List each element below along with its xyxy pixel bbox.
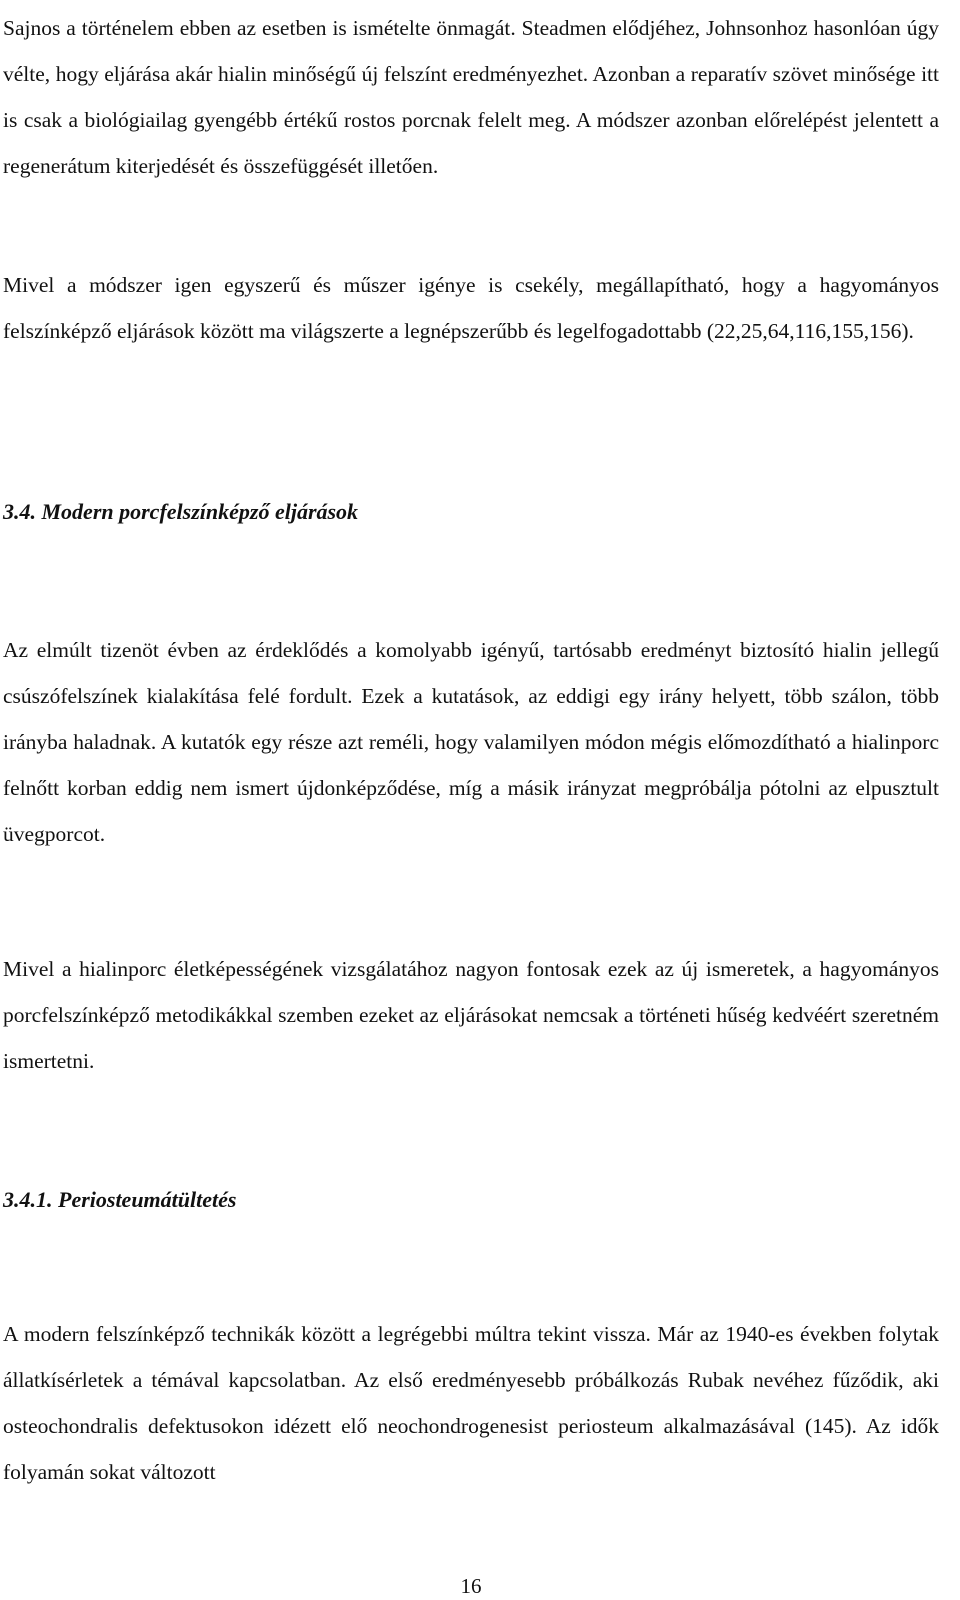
paragraph-history-repeats: Sajnos a történelem ebben az esetben is ismételte önmagát. Steadmen elődjéhez, Johnsonhoz hasonlóan úgy vélte, hogy eljárása akár hialin minőségű új felszínt eredményezhet. Azonban a reparatív szövet minősége itt is csak a biológiailag gyengébb értékű rostos porcnak felelt meg. A módszer azonban előrelépést jelentett a regenerátum kiterjedését és összefüggését illetően.	[3, 16, 939, 178]
paragraph-recent-research: Az elmúlt tizenöt évben az érdeklődés a komolyabb igényű, tartósabb eredményt biztosító hialin jellegű csúszófelszínek kialakítása felé fordult. Ezek a kutatások, az eddigi egy irány helyett, több szálon, több irányba haladnak. A kutatók egy része azt reméli, hogy valamilyen módon mégis előmozdítható a hialinporc felnőtt korban eddig nem ismert újdonképződése, míg a másik irányzat megpróbálja pótolni az elpusztult üvegporcot.	[3, 638, 939, 846]
section-heading-modern-procedures: 3.4. Modern porcfelszínképző eljárások	[3, 499, 359, 524]
paragraph-method-popularity: Mivel a módszer igen egyszerű és műszer igénye is csekély, megállapítható, hogy a hagyományos felszínképző eljárások között ma világszerte a legnépszerűbb és legelfogadottabb (22,25,64,116,155,156).	[3, 273, 939, 343]
paragraph-modern-techniques: A modern felszínképző technikák között a legrégebbi múltra tekint vissza. Már az 1940-es években folytak állatkísérletek a témával kapcsolatban. Az első eredményesebb próbálkozás Rubak nevéhez fűződik, aki osteochondralis defektusokon idézett elő neochondrogenesist periosteum alkalmazásával (145). Az idők folyamán sokat változott	[3, 1322, 939, 1484]
page-number: 16	[460, 1574, 482, 1598]
subsection-heading-periosteum-transplant: 3.4.1. Periosteumátültetés	[3, 1187, 237, 1212]
paragraph-hyaline-viability: Mivel a hialinporc életképességének vizsgálatához nagyon fontosak ezek az új ismeretek, a hagyományos porcfelszínképző metodikákkal szemben ezeket az eljárásokat nemcsak a történeti hűség kedvéért szeretném ismertetni.	[3, 957, 939, 1073]
